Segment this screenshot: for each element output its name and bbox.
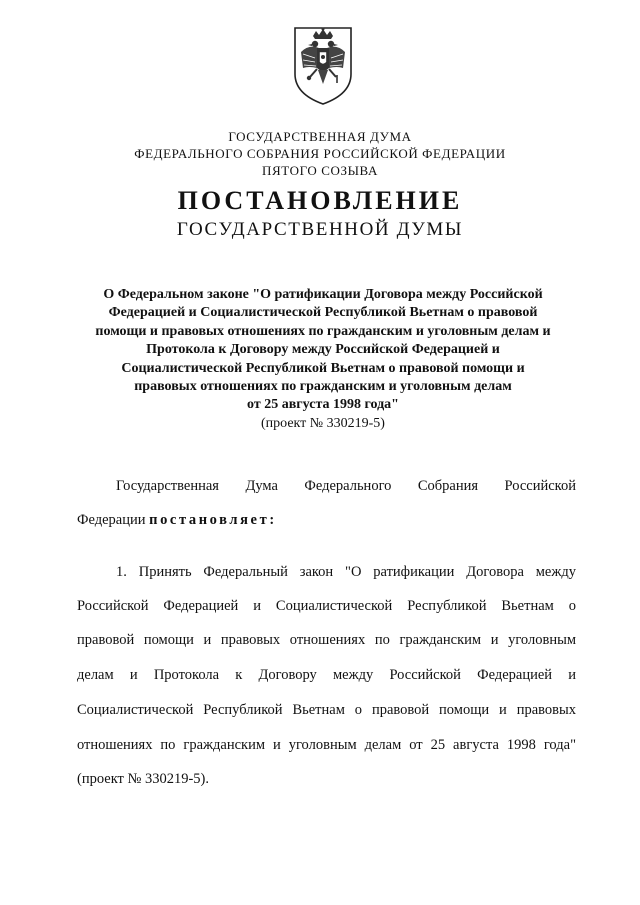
item-1-line: Российской Федерацией и Социалистической Республикой Вьетнам о bbox=[77, 598, 576, 614]
subject-line: Социалистической Республикой Вьетнам о правовой помощи и bbox=[121, 360, 525, 376]
header-line-assembly: ФЕДЕРАЛЬНОГО СОБРАНИЯ РОССИЙСКОЙ ФЕДЕРАЦИИ bbox=[134, 146, 506, 161]
header-line-duma: ГОСУДАРСТВЕННАЯ ДУМА bbox=[228, 129, 412, 144]
item-1-line: (проект № 330219-5). bbox=[77, 771, 210, 787]
item-1-line: делам и Протокола к Договору между Российской Федерацией и bbox=[77, 667, 576, 683]
item-1-line: правовой помощи и правовых отношениях по гражданским и уголовным bbox=[77, 632, 576, 648]
item-1-line: 1. Принять Федеральный закон "О ратификации Договора между bbox=[116, 564, 576, 580]
item-1-line: отношениях по гражданским и уголовным делам от 25 августа 1998 года" bbox=[77, 737, 576, 753]
coat-of-arms-emblem-icon bbox=[291, 22, 355, 106]
subject-line: от 25 августа 1998 года" bbox=[247, 397, 399, 413]
preamble-line: Государственная Дума Федерального Собрания Российской bbox=[116, 478, 576, 494]
project-number: (проект № 330219-5) bbox=[261, 415, 385, 431]
subject-line: помощи и правовых отношениях по гражданским и уголовным делам и bbox=[95, 323, 551, 339]
document-title: ПОСТАНОВЛЕНИЕ bbox=[177, 186, 463, 215]
subject-line: правовых отношениях по гражданским и уголовным делам bbox=[134, 379, 512, 395]
item-1-line: Социалистической Республикой Вьетнам о правовой помощи и правовых bbox=[77, 702, 576, 718]
header-line-convocation: ПЯТОГО СОЗЫВА bbox=[262, 163, 378, 178]
issuer-header bbox=[0, 128, 640, 179]
document-subtitle: ГОСУДАРСТВЕННОЙ ДУМЫ bbox=[176, 219, 464, 240]
preamble-federation: Федерации bbox=[77, 512, 146, 528]
resolution-subject bbox=[60, 286, 586, 433]
subject-line: Протокола к Договору между Российской Федерацией и bbox=[146, 342, 500, 358]
subject-line: О Федеральном законе "О ратификации Договора между Российской bbox=[103, 287, 543, 302]
preamble-line bbox=[77, 510, 576, 530]
subject-line: Федерацией и Социалистической Республикой Вьетнам о правовой bbox=[108, 305, 538, 321]
decree-keyword: постановляет: bbox=[149, 512, 277, 528]
